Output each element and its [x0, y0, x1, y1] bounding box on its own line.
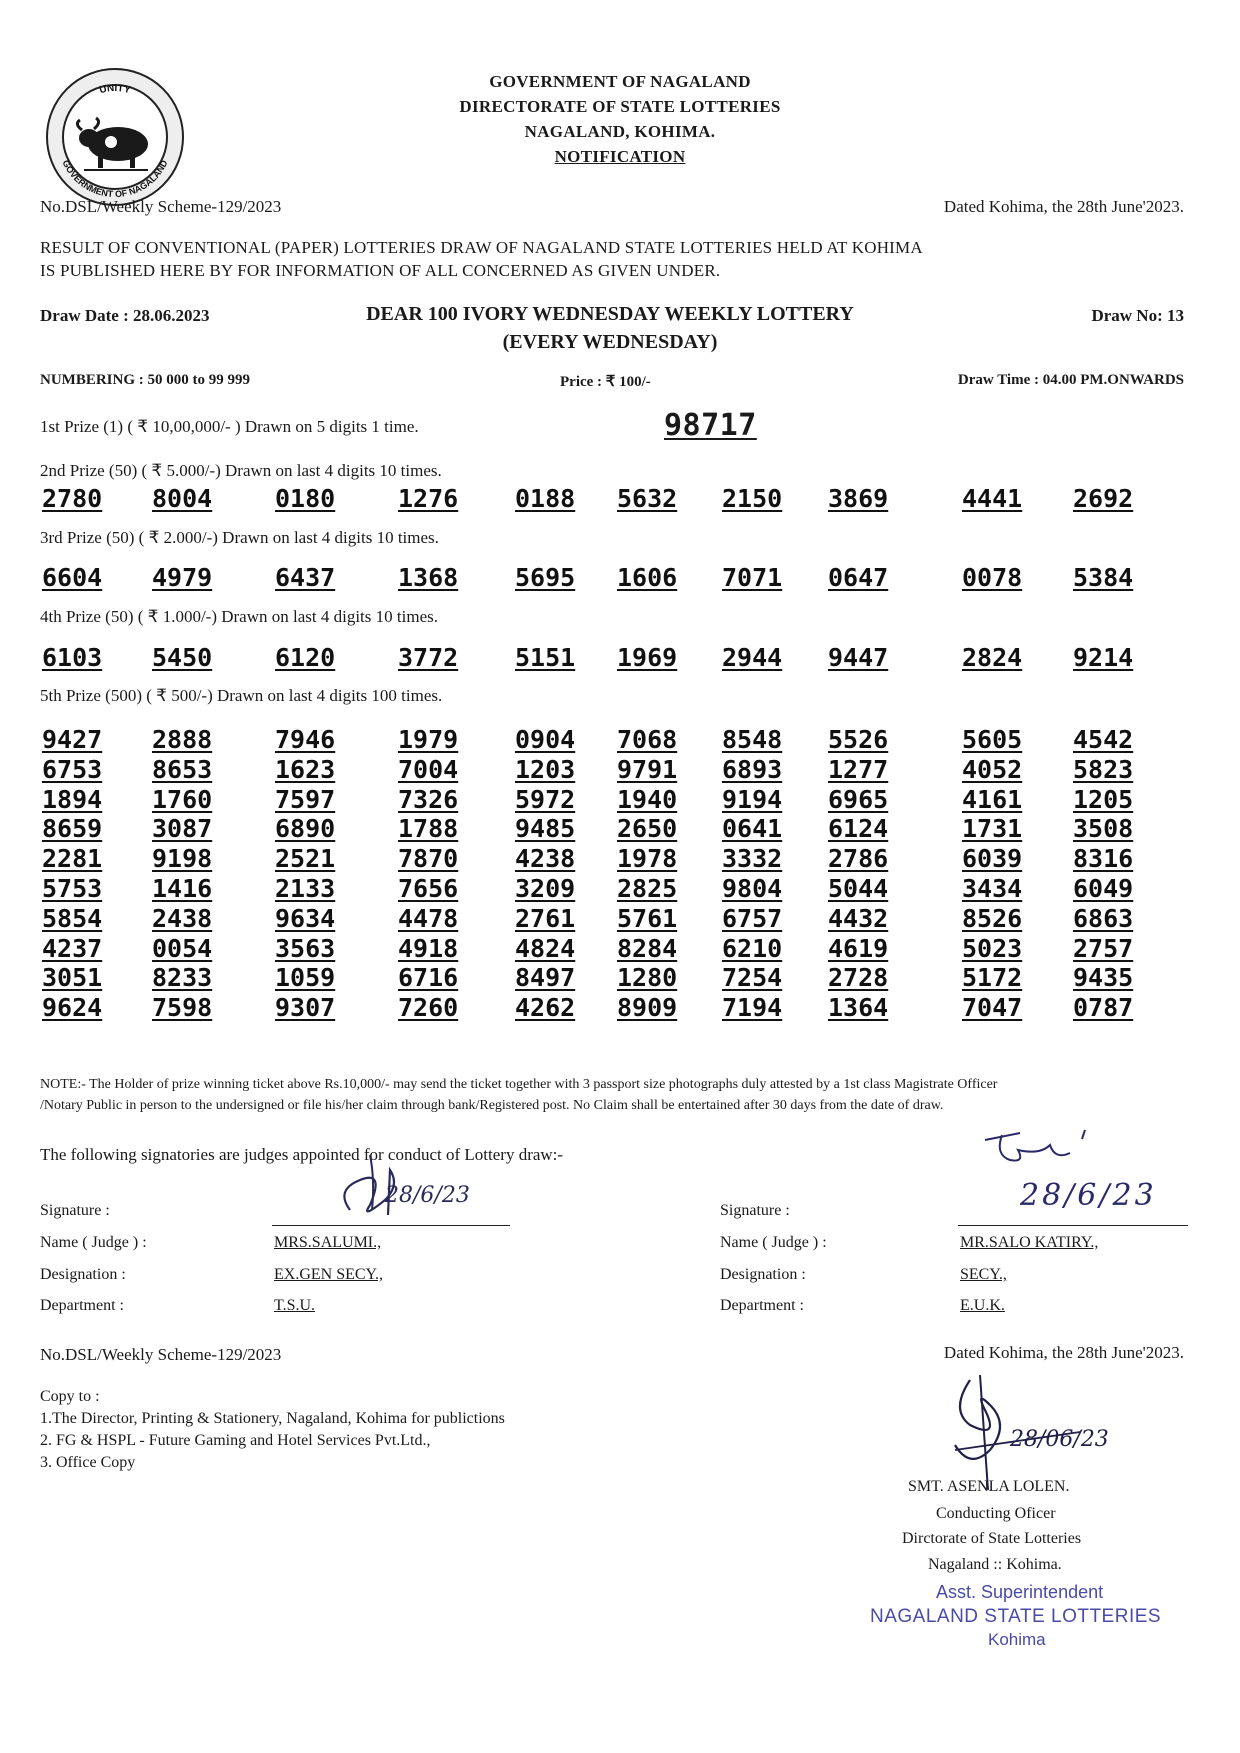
- fifth-prize-number-r3-4: 7326: [398, 785, 459, 814]
- fifth-prize-number-r4-5: 9485: [515, 814, 576, 843]
- fifth-prize-number-r1-3: 7946: [275, 725, 336, 754]
- second-prize-number-6: 5632: [617, 484, 678, 513]
- fifth-prize-number-r4-4: 1788: [398, 814, 459, 843]
- fifth-prize-number-r4-7: 0641: [722, 814, 783, 843]
- fifth-prize-number-r4-9: 1731: [962, 814, 1023, 843]
- second-prize-number-7: 2150: [722, 484, 783, 513]
- fifth-prize-number-r3-8: 6965: [828, 785, 889, 814]
- officer-place: Nagaland :: Kohima.: [928, 1556, 1062, 1573]
- judge-left-department: T.S.U.: [274, 1297, 316, 1314]
- fifth-prize-number-r4-3: 6890: [275, 814, 336, 843]
- fifth-prize-number-r1-6: 7068: [617, 725, 678, 754]
- fourth-prize-number-5: 5151: [515, 643, 576, 672]
- officer-department: Dirctorate of State Lotteries: [902, 1530, 1082, 1547]
- fifth-prize-number-r6-7: 9804: [722, 874, 783, 903]
- third-prize-number-1: 6604: [42, 563, 103, 592]
- dated-line: Dated Kohima, the 28th June'2023.: [943, 197, 1184, 216]
- fifth-prize-number-r8-5: 4824: [515, 934, 576, 963]
- reference-number-footer: No.DSL/Weekly Scheme-129/2023: [40, 1345, 282, 1364]
- third-prize-number-4: 1368: [398, 563, 459, 592]
- copy-item-3: 3. Office Copy: [40, 1454, 136, 1471]
- copy-item-1: 1.The Director, Printing & Stationery, Nagaland, Kohima for publictions: [40, 1410, 505, 1427]
- fifth-prize-number-r3-6: 1940: [617, 785, 678, 814]
- signature-label-right: Signature :: [720, 1202, 790, 1219]
- reference-number: No.DSL/Weekly Scheme-129/2023: [40, 197, 282, 216]
- third-prize-number-7: 7071: [722, 563, 783, 592]
- name-label-right: Name ( Judge ) :: [720, 1234, 827, 1251]
- fifth-prize-number-r8-8: 4619: [828, 934, 889, 963]
- fifth-prize-number-r6-2: 1416: [152, 874, 213, 903]
- fifth-prize-number-r3-9: 4161: [962, 785, 1023, 814]
- fifth-prize-number-r2-7: 6893: [722, 755, 783, 784]
- intro-line-2: IS PUBLISHED HERE BY FOR INFORMATION OF ALL CONCERNED AS GIVEN UNDER.: [40, 261, 721, 280]
- fifth-prize-number-r4-2: 3087: [152, 814, 213, 843]
- officer-title: Conducting Oficer: [936, 1505, 1056, 1522]
- fifth-prize-number-r5-5: 4238: [515, 844, 576, 873]
- fifth-prize-number-r9-10: 9435: [1073, 963, 1134, 992]
- stamp-place: Kohima: [988, 1630, 1046, 1649]
- fifth-prize-number-r3-5: 5972: [515, 785, 576, 814]
- judge-left-name: MRS.SALUMI.,: [274, 1234, 382, 1251]
- third-prize-number-8: 0647: [828, 563, 889, 592]
- fifth-prize-number-r5-7: 3332: [722, 844, 783, 873]
- signature-line-right: [958, 1225, 1188, 1226]
- fourth-prize-number-6: 1969: [617, 643, 678, 672]
- fifth-prize-number-r10-2: 7598: [152, 993, 213, 1022]
- fifth-prize-number-r5-8: 2786: [828, 844, 889, 873]
- officer-sign-date: 28/06/23: [1010, 1427, 1109, 1452]
- fifth-prize-number-r4-1: 8659: [42, 814, 103, 843]
- fifth-prize-number-r8-9: 5023: [962, 934, 1023, 963]
- header-location: NAGALAND, KOHIMA.: [524, 122, 716, 141]
- stamp-organisation: NAGALAND STATE LOTTERIES: [870, 1606, 1162, 1627]
- draw-time: Draw Time : 04.00 PM.ONWARDS: [957, 372, 1184, 388]
- fifth-prize-number-r7-8: 4432: [828, 904, 889, 933]
- name-label-left: Name ( Judge ) :: [40, 1234, 147, 1251]
- fifth-prize-number-r10-9: 7047: [962, 993, 1023, 1022]
- fourth-prize-number-7: 2944: [722, 643, 783, 672]
- third-prize-number-10: 5384: [1073, 563, 1134, 592]
- fifth-prize-number-r9-3: 1059: [275, 963, 336, 992]
- note-line-2: /Notary Public in person to the undersigned or file his/her claim through bank/Registered post. No Claim shall be entertained after 30 days from the date of draw.: [40, 1098, 944, 1113]
- fifth-prize-number-r1-5: 0904: [515, 725, 576, 754]
- fifth-prize-number-r8-2: 0054: [152, 934, 213, 963]
- numbering-range: NUMBERING : 50 000 to 99 999: [40, 372, 250, 388]
- judge-right-designation: SECY.,: [960, 1266, 1007, 1283]
- signature-label-left: Signature :: [40, 1202, 110, 1219]
- second-prize-number-1: 2780: [42, 484, 103, 513]
- second-prize-number-9: 4441: [962, 484, 1023, 513]
- third-prize-number-5: 5695: [515, 563, 576, 592]
- header-notification: NOTIFICATION: [554, 147, 686, 166]
- first-prize-label: 1st Prize (1) ( ₹ 10,00,000/- ) Drawn on 5 digits 1 time.: [40, 417, 419, 436]
- fifth-prize-number-r6-8: 5044: [828, 874, 889, 903]
- fifth-prize-number-r8-7: 6210: [722, 934, 783, 963]
- intro-line-1: RESULT OF CONVENTIONAL (PAPER) LOTTERIES DRAW OF NAGALAND STATE LOTTERIES HELD AT KOHIMA: [40, 238, 923, 257]
- lottery-title: DEAR 100 IVORY WEDNESDAY WEEKLY LOTTERY: [366, 303, 854, 325]
- judge-left-designation: EX.GEN SECY.,: [274, 1266, 384, 1283]
- fifth-prize-number-r10-8: 1364: [828, 993, 889, 1022]
- fifth-prize-number-r5-4: 7870: [398, 844, 459, 873]
- second-prize-number-4: 1276: [398, 484, 459, 513]
- fifth-prize-number-r10-7: 7194: [722, 993, 783, 1022]
- emblem-ring-top: UNITY: [98, 82, 132, 97]
- fifth-prize-number-r9-9: 5172: [962, 963, 1023, 992]
- fifth-prize-number-r10-1: 9624: [42, 993, 103, 1022]
- fifth-prize-number-r9-8: 2728: [828, 963, 889, 992]
- second-prize-number-5: 0188: [515, 484, 576, 513]
- fifth-prize-number-r1-8: 5526: [828, 725, 889, 754]
- fifth-prize-number-r4-8: 6124: [828, 814, 889, 843]
- department-label-right: Department :: [720, 1297, 804, 1314]
- fifth-prize-number-r9-4: 6716: [398, 963, 459, 992]
- fifth-prize-number-r8-6: 8284: [617, 934, 678, 963]
- fifth-prize-number-r3-3: 7597: [275, 785, 336, 814]
- third-prize-number-2: 4979: [152, 563, 213, 592]
- fifth-prize-number-r2-3: 1623: [275, 755, 336, 784]
- fifth-prize-number-r8-1: 4237: [42, 934, 103, 963]
- second-prize-number-10: 2692: [1073, 484, 1134, 513]
- fifth-prize-number-r10-10: 0787: [1073, 993, 1134, 1022]
- second-prize-number-3: 0180: [275, 484, 336, 513]
- fourth-prize-number-10: 9214: [1073, 643, 1134, 672]
- fifth-prize-number-r2-2: 8653: [152, 755, 213, 784]
- fifth-prize-number-r5-6: 1978: [617, 844, 678, 873]
- judge-right-sign-date: 28/6/23: [1020, 1178, 1157, 1213]
- fifth-prize-number-r2-6: 9791: [617, 755, 678, 784]
- fifth-prize-number-r4-10: 3508: [1073, 814, 1134, 843]
- fifth-prize-number-r7-7: 6757: [722, 904, 783, 933]
- fifth-prize-number-r1-9: 5605: [962, 725, 1023, 754]
- fifth-prize-number-r1-4: 1979: [398, 725, 459, 754]
- fifth-prize-number-r7-5: 2761: [515, 904, 576, 933]
- fifth-prize-number-r2-10: 5823: [1073, 755, 1134, 784]
- fifth-prize-number-r6-4: 7656: [398, 874, 459, 903]
- draw-number: Draw No: 13: [1091, 306, 1184, 325]
- fifth-prize-number-r7-3: 9634: [275, 904, 336, 933]
- fifth-prize-number-r10-4: 7260: [398, 993, 459, 1022]
- fifth-prize-number-r8-10: 2757: [1073, 934, 1134, 963]
- fifth-prize-number-r5-3: 2521: [275, 844, 336, 873]
- fifth-prize-number-r7-9: 8526: [962, 904, 1023, 933]
- fifth-prize-number-r6-3: 2133: [275, 874, 336, 903]
- fifth-prize-number-r1-7: 8548: [722, 725, 783, 754]
- ticket-price: Price : ₹ 100/-: [560, 374, 651, 390]
- second-prize-number-8: 3869: [828, 484, 889, 513]
- fifth-prize-number-r2-1: 6753: [42, 755, 103, 784]
- fifth-prize-number-r5-10: 8316: [1073, 844, 1134, 873]
- fifth-prize-number-r7-2: 2438: [152, 904, 213, 933]
- fourth-prize-number-4: 3772: [398, 643, 459, 672]
- fifth-prize-number-r5-1: 2281: [42, 844, 103, 873]
- second-prize-number-2: 8004: [152, 484, 213, 513]
- fifth-prize-number-r8-3: 3563: [275, 934, 336, 963]
- fifth-prize-number-r2-9: 4052: [962, 755, 1023, 784]
- second-prize-label: 2nd Prize (50) ( ₹ 5.000/-) Drawn on last 4 digits 10 times.: [40, 461, 442, 480]
- third-prize-number-9: 0078: [962, 563, 1023, 592]
- fourth-prize-number-2: 5450: [152, 643, 213, 672]
- copy-heading: Copy to :: [40, 1388, 100, 1405]
- department-label-left: Department :: [40, 1297, 124, 1314]
- fifth-prize-number-r10-5: 4262: [515, 993, 576, 1022]
- third-prize-label: 3rd Prize (50) ( ₹ 2.000/-) Drawn on last 4 digits 10 times.: [40, 528, 439, 547]
- fifth-prize-number-r3-1: 1894: [42, 785, 103, 814]
- fifth-prize-number-r7-6: 5761: [617, 904, 678, 933]
- fifth-prize-number-r5-2: 9198: [152, 844, 213, 873]
- fifth-prize-number-r1-2: 2888: [152, 725, 213, 754]
- dated-line-footer: Dated Kohima, the 28th June'2023.: [943, 1343, 1184, 1362]
- fourth-prize-number-8: 9447: [828, 643, 889, 672]
- header-government: GOVERNMENT OF NAGALAND: [489, 72, 751, 91]
- emblem-ring-bottom: GOVERNMENT OF NAGALAND: [60, 158, 170, 200]
- fourth-prize-number-9: 2824: [962, 643, 1023, 672]
- fifth-prize-number-r9-7: 7254: [722, 963, 783, 992]
- fifth-prize-number-r7-1: 5854: [42, 904, 103, 933]
- fifth-prize-number-r9-2: 8233: [152, 963, 213, 992]
- first-prize-number: 98717: [664, 408, 757, 443]
- fifth-prize-number-r2-5: 1203: [515, 755, 576, 784]
- fifth-prize-number-r5-9: 6039: [962, 844, 1023, 873]
- fifth-prize-number-r2-8: 1277: [828, 755, 889, 784]
- fifth-prize-number-r1-1: 9427: [42, 725, 103, 754]
- fourth-prize-number-3: 6120: [275, 643, 336, 672]
- fifth-prize-number-r6-1: 5753: [42, 874, 103, 903]
- note-line-1: NOTE:- The Holder of prize winning ticket above Rs.10,000/- may send the ticket together with 3 passport size photographs duly attested by a 1st class Magistrate Officer: [40, 1077, 998, 1092]
- judges-intro: The following signatories are judges appointed for conduct of Lottery draw:-: [40, 1145, 564, 1164]
- officer-name: SMT. ASENLA LOLEN.: [908, 1478, 1070, 1495]
- header-directorate: DIRECTORATE OF STATE LOTTERIES: [459, 97, 781, 116]
- fifth-prize-number-r8-4: 4918: [398, 934, 459, 963]
- stamp-designation: Asst. Superintendent: [936, 1582, 1104, 1602]
- fifth-prize-number-r9-5: 8497: [515, 963, 576, 992]
- designation-label-right: Designation :: [720, 1266, 806, 1283]
- judge-left-sign-date: 28/6/23: [385, 1183, 470, 1208]
- draw-date: Draw Date : 28.06.2023: [40, 306, 210, 325]
- third-prize-number-6: 1606: [617, 563, 678, 592]
- fifth-prize-number-r7-4: 4478: [398, 904, 459, 933]
- fifth-prize-number-r3-2: 1760: [152, 785, 213, 814]
- fifth-prize-number-r3-10: 1205: [1073, 785, 1134, 814]
- fifth-prize-number-r6-10: 6049: [1073, 874, 1134, 903]
- fifth-prize-number-r3-7: 9194: [722, 785, 783, 814]
- fifth-prize-number-r9-6: 1280: [617, 963, 678, 992]
- fifth-prize-number-r9-1: 3051: [42, 963, 103, 992]
- fifth-prize-number-r6-6: 2825: [617, 874, 678, 903]
- fourth-prize-label: 4th Prize (50) ( ₹ 1.000/-) Drawn on last 4 digits 10 times.: [40, 607, 438, 626]
- fifth-prize-number-r4-6: 2650: [617, 814, 678, 843]
- copy-item-2: 2. FG & HSPL - Future Gaming and Hotel Services Pvt.Ltd.,: [40, 1432, 431, 1449]
- fifth-prize-number-r7-10: 6863: [1073, 904, 1134, 933]
- fifth-prize-number-r10-6: 8909: [617, 993, 678, 1022]
- fifth-prize-number-r6-9: 3434: [962, 874, 1023, 903]
- judge-right-department: E.U.K.: [960, 1297, 1005, 1314]
- judge-right-name: MR.SALO KATIRY.,: [960, 1234, 1099, 1251]
- lottery-subtitle: (EVERY WEDNESDAY): [502, 331, 718, 353]
- fifth-prize-number-r2-4: 7004: [398, 755, 459, 784]
- designation-label-left: Designation :: [40, 1266, 126, 1283]
- fifth-prize-label: 5th Prize (500) ( ₹ 500/-) Drawn on last 4 digits 100 times.: [40, 686, 443, 705]
- fourth-prize-number-1: 6103: [42, 643, 103, 672]
- judge-right-signature: [980, 1125, 1100, 1175]
- fifth-prize-number-r1-10: 4542: [1073, 725, 1134, 754]
- fifth-prize-number-r10-3: 9307: [275, 993, 336, 1022]
- fifth-prize-number-r6-5: 3209: [515, 874, 576, 903]
- third-prize-number-3: 6437: [275, 563, 336, 592]
